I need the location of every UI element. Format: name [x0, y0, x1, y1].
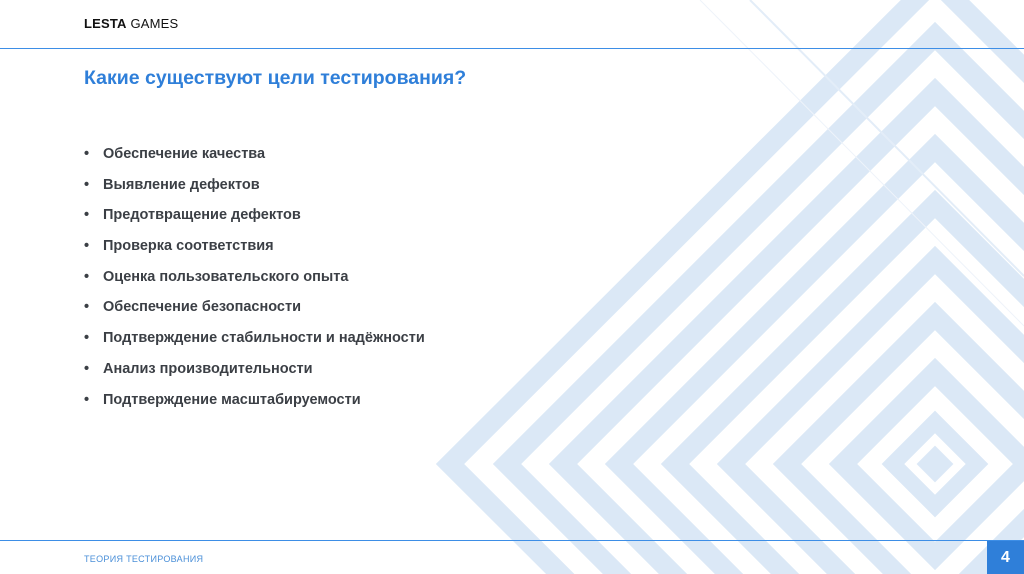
list-item-text: Анализ производительности — [103, 360, 313, 377]
pattern-diamond-outer — [450, 0, 1024, 574]
header-divider — [0, 48, 1024, 49]
pattern-diamond-7 — [787, 316, 1024, 574]
list-item — [84, 295, 425, 326]
list-item — [84, 173, 425, 204]
list-item — [84, 203, 425, 234]
pattern-diamond-9 — [893, 422, 977, 506]
list-item — [84, 357, 425, 388]
logo-light-text: GAMES — [130, 16, 179, 31]
list-item — [84, 388, 425, 419]
bullet-icon: • — [84, 330, 90, 347]
list-item — [84, 234, 425, 265]
bullet-icon: • — [84, 238, 90, 255]
pattern-thin-line — [750, 0, 1024, 276]
logo-bold-text: LESTA — [84, 16, 127, 31]
goals-list — [84, 142, 425, 418]
page-number: 4 — [1001, 548, 1010, 566]
pattern-center-square — [917, 446, 954, 483]
list-item-text: Обеспечение безопасности — [103, 299, 301, 316]
list-item-text: Обеспечение качества — [103, 146, 266, 162]
slide-title: Какие существуют цели тестирования? — [84, 67, 467, 89]
list-item-text: Подтверждение стабильности и надёжности — [103, 330, 425, 347]
list-item-text: Подтверждение масштабируемости — [103, 391, 361, 408]
pattern-diamond-4 — [619, 148, 1024, 574]
footer-divider — [0, 540, 1024, 541]
bullet-icon: • — [84, 268, 90, 285]
list-item-text: Предотвращение дефектов — [103, 207, 301, 224]
list-item — [84, 142, 425, 173]
pattern-diamond-2 — [507, 36, 1024, 574]
list-item — [84, 265, 425, 296]
footer-section-label: ТЕОРИЯ ТЕСТИРОВАНИЯ — [84, 554, 204, 564]
pattern-diamond-6 — [731, 260, 1024, 574]
list-item-text: Проверка соответствия — [103, 238, 274, 255]
page-number-badge — [987, 541, 1024, 574]
pattern-diamond-8 — [843, 372, 1024, 556]
list-item — [84, 326, 425, 357]
list-item-text: Выявление дефектов — [103, 176, 260, 193]
bullet-icon: • — [84, 207, 90, 224]
bullet-icon: • — [84, 391, 90, 408]
bullet-icon: • — [84, 299, 90, 316]
company-logo — [84, 16, 178, 31]
pattern-diamond-3 — [563, 92, 1024, 574]
bullet-icon: • — [84, 360, 90, 377]
bullet-icon: • — [84, 176, 90, 193]
bullet-icon: • — [84, 146, 90, 162]
pattern-diamond-5 — [675, 204, 1024, 574]
list-item-text: Оценка пользовательского опыта — [103, 268, 349, 285]
